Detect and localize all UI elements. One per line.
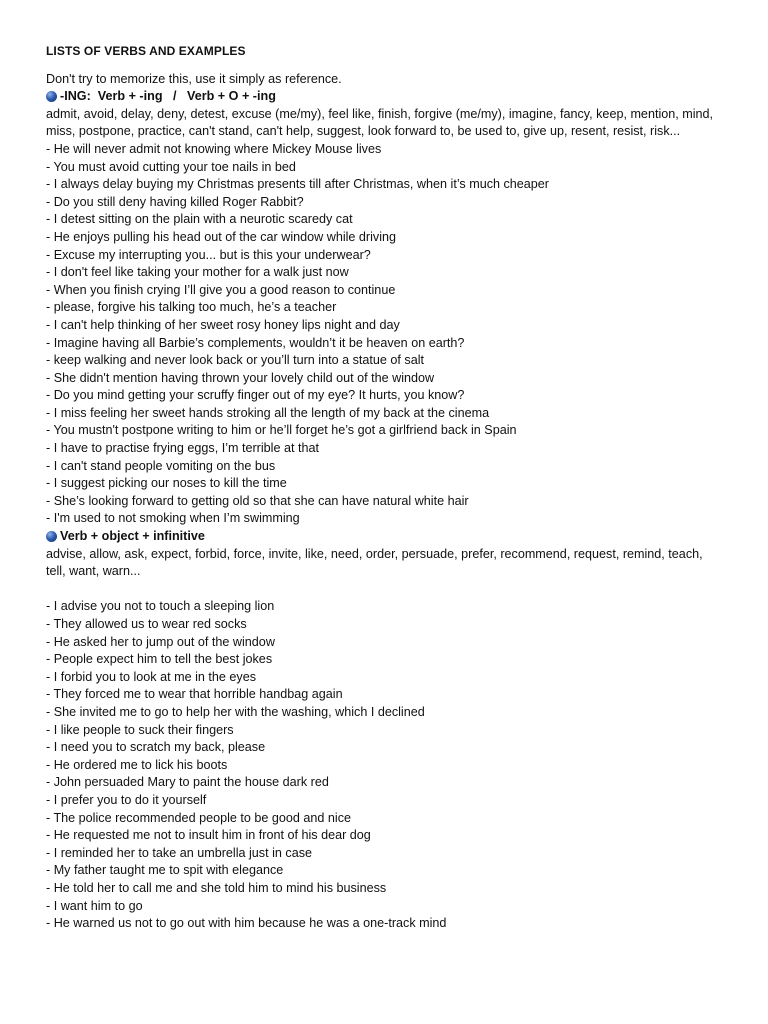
document-page xyxy=(46,43,722,933)
example-line: - You must avoid cutting your toe nails in bed xyxy=(46,159,296,174)
blue-sphere-bullet-icon xyxy=(46,91,57,102)
document-title: LISTS OF VERBS AND EXAMPLES xyxy=(46,44,246,58)
example-line: - He requested me not to insult him in front of his dear dog xyxy=(46,828,371,843)
example-line: - I always delay buying my Christmas presents till after Christmas, when it’s much cheaper xyxy=(46,177,550,192)
section-heading-text: Verb + object + infinitive xyxy=(60,529,205,544)
example-line: - I detest sitting on the plain with a neurotic scaredy cat xyxy=(46,212,353,227)
example-line: - I'm used to not smoking when I’m swimming xyxy=(46,511,300,526)
example-line: - He will never admit not knowing where Mickey Mouse lives xyxy=(46,141,382,156)
example-line: - When you finish crying I’ll give you a good reason to continue xyxy=(46,282,396,297)
example-line: - I miss feeling her sweet hands stroking all the length of my back at the cinema xyxy=(46,405,490,420)
example-line: - The police recommended people to be good and nice xyxy=(46,810,352,825)
example-line: - She invited me to go to help her with the washing, which I declined xyxy=(46,704,425,719)
section-heading-infinitive xyxy=(46,528,722,546)
section-heading-ing xyxy=(46,88,722,106)
example-line: - I can't stand people vomiting on the bus xyxy=(46,458,276,473)
example-line: - I can't help thinking of her sweet rosy honey lips night and day xyxy=(46,317,400,332)
example-line: - He told her to call me and she told him to mind his business xyxy=(46,880,387,895)
example-line: - I don't feel like taking your mother for a walk just now xyxy=(46,265,349,280)
example-line: - I need you to scratch my back, please xyxy=(46,740,266,755)
example-line: - I reminded her to take an umbrella just in case xyxy=(46,845,312,860)
example-line: - keep walking and never look back or you’ll turn into a statue of salt xyxy=(46,353,425,368)
example-line: - I forbid you to look at me in the eyes xyxy=(46,669,257,684)
blue-sphere-bullet-icon xyxy=(46,531,57,542)
example-line: - He asked her to jump out of the window xyxy=(46,634,275,649)
verb-list-ing: admit, avoid, delay, deny, detest, excuse (me/my), feel like, finish, forgive (me/my), imagine, fancy, keep, mention, mind, miss, postpone, practice, can't stand, can't help, suggest, look forward to, be used to, give up, resent, resist, risk... xyxy=(46,106,714,139)
example-line: - She’s looking forward to getting old so that she can have natural white hair xyxy=(46,493,469,508)
verb-list-infinitive: advise, allow, ask, expect, forbid, force, invite, like, need, order, persuade, prefer, recommend, request, remind, teach, tell, want, warn... xyxy=(46,546,703,579)
example-line: - He ordered me to lick his boots xyxy=(46,757,228,772)
example-line: - I have to practise frying eggs, I’m terrible at that xyxy=(46,441,319,456)
example-line: - I prefer you to do it yourself xyxy=(46,792,207,807)
example-line: - Excuse my interrupting you... but is this your underwear? xyxy=(46,247,371,262)
example-line: - Do you mind getting your scruffy finger out of my eye? It hurts, you know? xyxy=(46,388,465,403)
example-line: - He enjoys pulling his head out of the car window while driving xyxy=(46,229,397,244)
example-line: - I suggest picking our noses to kill the time xyxy=(46,476,287,491)
example-line: - My father taught me to spit with elegance xyxy=(46,863,284,878)
spacer xyxy=(46,581,722,599)
example-line: - please, forgive his talking too much, he’s a teacher xyxy=(46,300,337,315)
example-line: - She didn't mention having thrown your lovely child out of the window xyxy=(46,370,435,385)
example-line: - They allowed us to wear red socks xyxy=(46,617,247,631)
examples-list-ing xyxy=(46,141,722,528)
example-line: - He warned us not to go out with him because he was a one-track mind xyxy=(46,916,447,931)
example-line: - They forced me to wear that horrible handbag again xyxy=(46,687,343,702)
example-line: - You mustn't postpone writing to him or he’ll forget he’s got a girlfriend back in Spain xyxy=(46,423,517,438)
example-line: - I advise you not to touch a sleeping lion xyxy=(46,599,275,614)
examples-list-infinitive xyxy=(46,598,722,932)
section-heading-text: -ING: Verb + -ing / Verb + O + -ing xyxy=(60,89,276,104)
example-line: - I like people to suck their fingers xyxy=(46,722,234,737)
example-line: - I want him to go xyxy=(46,898,143,913)
example-line: - Do you still deny having killed Roger Rabbit? xyxy=(46,194,304,209)
example-line: - John persuaded Mary to paint the house dark red xyxy=(46,775,329,790)
example-line: - Imagine having all Barbie’s complements, wouldn’t it be heaven on earth? xyxy=(46,335,465,350)
intro-text: Don't try to memorize this, use it simply as reference. xyxy=(46,71,342,86)
example-line: - People expect him to tell the best jokes xyxy=(46,652,273,667)
